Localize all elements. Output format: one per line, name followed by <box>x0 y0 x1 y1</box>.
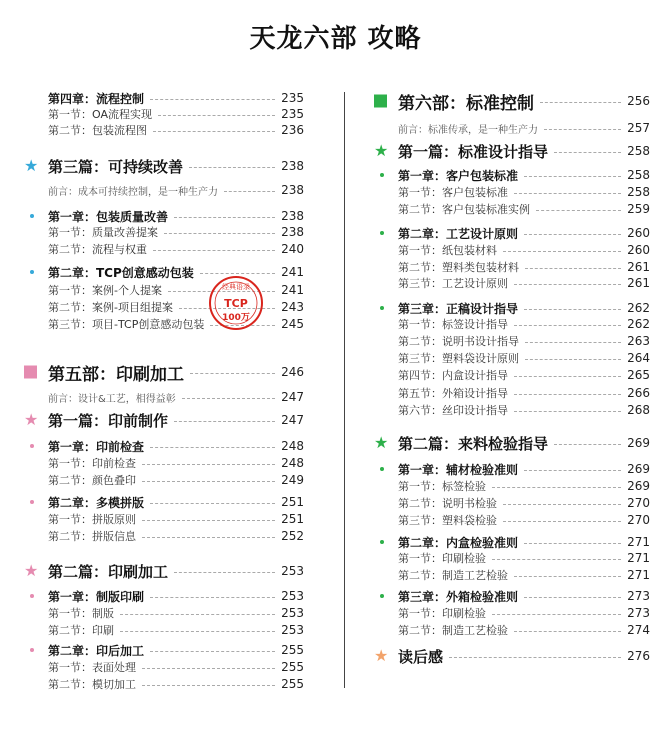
toc-entry-sec[interactable] <box>24 659 304 675</box>
toc-entry-page-number: 246 <box>281 365 304 379</box>
leader-dots <box>524 176 621 177</box>
toc-entry-page-number: 248 <box>281 439 304 453</box>
stamp-text-bottom: 100万 <box>222 313 250 323</box>
leader-dots <box>150 597 275 598</box>
leader-dots <box>150 651 275 652</box>
toc-entry-page-number: 251 <box>281 512 304 526</box>
leader-dots <box>514 284 621 285</box>
toc-entry-page-number: 271 <box>627 568 650 582</box>
toc-entry-pian[interactable] <box>374 435 650 451</box>
leader-dots <box>120 614 275 615</box>
leader-dots <box>492 487 621 488</box>
toc-entry-sec[interactable] <box>374 316 650 332</box>
toc-entry-page-number: 269 <box>627 479 650 493</box>
toc-entry-page-number: 247 <box>281 390 304 404</box>
toc-entry-page-number: 262 <box>627 317 650 331</box>
toc-entry-label: 第三节：项目-TCP创意感动包装 <box>48 318 205 331</box>
toc-entry-label: 第一节：纸包装材料 <box>398 244 497 257</box>
toc-entry-label: 第二节：拼版信息 <box>48 530 136 543</box>
toc-entry-label: 第一章：客户包装标准 <box>398 168 519 183</box>
toc-entry-sec[interactable] <box>24 528 304 544</box>
toc-entry-page-number: 259 <box>627 202 650 216</box>
toc-entry-label: 第二节：颜色叠印 <box>48 474 136 487</box>
leader-dots <box>525 359 621 360</box>
leader-dots <box>492 559 621 560</box>
toc-entry-label: 第六节：丝印设计指导 <box>398 404 508 417</box>
leader-dots <box>142 481 275 482</box>
toc-entry-page-number: 271 <box>627 535 650 549</box>
leader-dots <box>536 210 621 211</box>
leader-dots <box>142 685 275 686</box>
toc-entry-pre[interactable] <box>374 120 650 136</box>
toc-entry-page-number: 268 <box>627 403 650 417</box>
dot-bullet-icon <box>380 306 384 310</box>
toc-entry-label: 前言：标准传承，是一种生产力 <box>398 124 538 136</box>
toc-entry-page-number: 252 <box>281 529 304 543</box>
toc-entry-label: 第二节：说明书检验 <box>398 497 497 510</box>
toc-entry-label: 第一章：辅材检验准则 <box>398 462 519 477</box>
toc-entry-page-number: 270 <box>627 496 650 510</box>
toc-entry-page-number: 238 <box>281 159 304 173</box>
toc-entry-pian[interactable] <box>24 158 304 174</box>
toc-entry-label: 第一节：OA流程实现 <box>48 108 152 121</box>
toc-entry-pian[interactable] <box>374 143 650 159</box>
square-bullet-icon <box>374 95 387 108</box>
dot-bullet-icon <box>380 594 384 598</box>
dot-bullet-icon <box>380 467 384 471</box>
toc-entry-sec[interactable] <box>24 622 304 638</box>
toc-entry-sec[interactable] <box>374 242 650 258</box>
toc-entry-label: 第二章：多模拼版 <box>48 495 145 510</box>
page-title: 天龙六部 攻略 <box>249 24 422 54</box>
dot-bullet-icon <box>30 214 34 218</box>
toc-entry-page-number: 262 <box>627 301 650 315</box>
toc-entry-page-number: 256 <box>627 94 650 108</box>
toc-entry-label: 第一节：印刷检验 <box>398 607 486 620</box>
toc-entry-page-number: 236 <box>281 123 304 137</box>
leader-dots <box>153 131 275 132</box>
square-bullet-icon <box>24 366 37 379</box>
toc-entry-label: 第一节：制版 <box>48 607 114 620</box>
leader-dots <box>190 373 275 374</box>
toc-entry-page-number: 249 <box>281 473 304 487</box>
toc-entry-label: 第二节：案例-项目组提案 <box>48 301 173 314</box>
toc-entry-sec[interactable] <box>374 184 650 200</box>
star-icon: ★ <box>374 646 389 665</box>
leader-dots <box>153 250 275 251</box>
toc-entry-page-number: 266 <box>627 386 650 400</box>
toc-entry-page-number: 238 <box>281 209 304 223</box>
toc-entry-sec[interactable] <box>374 567 650 583</box>
toc-entry-page-number: 263 <box>627 334 650 348</box>
toc-entry-ch[interactable] <box>374 588 650 604</box>
toc-entry-page-number: 238 <box>281 183 304 197</box>
leader-dots <box>449 657 621 658</box>
toc-entry-page-number: 276 <box>627 649 650 663</box>
leader-dots <box>524 234 621 235</box>
toc-entry-ch[interactable] <box>24 642 304 658</box>
toc-entry-sec[interactable] <box>374 605 650 621</box>
toc-entry-label: 前言：设计&工艺，相得益彰 <box>48 393 176 405</box>
toc-entry-ch[interactable] <box>24 494 304 510</box>
leader-dots <box>174 421 275 422</box>
toc-entry-page-number: 240 <box>281 242 304 256</box>
leader-dots <box>142 537 275 538</box>
toc-entry-sec[interactable] <box>374 495 650 511</box>
leader-dots <box>525 268 621 269</box>
leader-dots <box>514 376 621 377</box>
leader-dots <box>142 464 275 465</box>
toc-entry-sec[interactable] <box>24 605 304 621</box>
toc-entry-ch[interactable] <box>374 167 650 183</box>
toc-entry-page-number: 243 <box>281 300 304 314</box>
leader-dots <box>524 543 621 544</box>
toc-entry-sec[interactable] <box>374 259 650 275</box>
toc-entry-label: 第二节：客户包装标准实例 <box>398 203 530 216</box>
toc-entry-label: 第一节：客户包装标准 <box>398 186 508 199</box>
toc-entry-sec[interactable] <box>24 511 304 527</box>
toc-entry-sec[interactable] <box>374 622 650 638</box>
toc-entry-label: 前言：成本可持续控制，是一种生产力 <box>48 186 218 198</box>
column-divider <box>344 92 345 688</box>
leader-dots <box>544 129 621 130</box>
toc-entry-sec[interactable] <box>374 333 650 349</box>
toc-entry-sec[interactable] <box>374 385 650 401</box>
leader-dots <box>503 504 621 505</box>
leader-dots <box>142 520 275 521</box>
toc-entry-page-number: 253 <box>281 564 304 578</box>
toc-entry-sec[interactable] <box>374 512 650 528</box>
toc-entry-page-number: 255 <box>281 643 304 657</box>
toc-entry-page-number: 269 <box>627 462 650 476</box>
toc-entry-page-number: 264 <box>627 351 650 365</box>
toc-entry-sec[interactable] <box>24 241 304 257</box>
stamp-text-mid: TCP <box>224 297 248 310</box>
toc-entry-sec[interactable] <box>24 472 304 488</box>
toc-entry-page-number: 269 <box>627 436 650 450</box>
leader-dots <box>514 411 621 412</box>
dot-bullet-icon <box>380 540 384 544</box>
toc-entry-label: 第二节：制造工艺检验 <box>398 624 508 637</box>
leader-dots <box>514 193 621 194</box>
toc-entry-sec[interactable] <box>374 275 650 291</box>
toc-entry-label: 第三节：塑料袋设计原则 <box>398 352 519 365</box>
toc-entry-label: 第五节：外箱设计指导 <box>398 387 508 400</box>
toc-entry-sec[interactable] <box>374 350 650 366</box>
star-icon: ★ <box>374 433 389 452</box>
toc-entry-label: 第三篇：可持续改善 <box>48 157 184 176</box>
toc-entry-part[interactable] <box>24 364 304 385</box>
toc-entry-ch[interactable] <box>374 300 650 316</box>
toc-entry-label: 第二节：模切加工 <box>48 678 136 691</box>
toc-entry-sec[interactable] <box>24 224 304 240</box>
toc-entry-page-number: 255 <box>281 660 304 674</box>
star-icon: ★ <box>24 410 39 429</box>
toc-entry-sec[interactable] <box>24 455 304 471</box>
toc-entry-pian[interactable] <box>24 563 304 579</box>
toc-entry-page-number: 253 <box>281 589 304 603</box>
toc-entry-label: 第二节：塑料类包装材料 <box>398 261 519 274</box>
toc-entry-sec[interactable] <box>374 201 650 217</box>
toc-entry-label: 读后感 <box>398 647 444 666</box>
toc-entry-label: 第一章：印前检查 <box>48 439 145 454</box>
toc-entry-sec[interactable] <box>24 122 304 138</box>
toc-entry-page-number: 271 <box>627 551 650 565</box>
toc-entry-ch[interactable] <box>24 208 304 224</box>
toc-entry-page-number: 257 <box>627 121 650 135</box>
toc-entry-label: 第二节：流程与权重 <box>48 243 147 256</box>
toc-entry-page-number: 261 <box>627 260 650 274</box>
toc-entry-label: 第五部：印刷加工 <box>48 364 184 385</box>
toc-entry-ch[interactable] <box>24 588 304 604</box>
toc-entry-page-number: 238 <box>281 225 304 239</box>
leader-dots <box>150 503 275 504</box>
toc-entry-page-number: 241 <box>281 283 304 297</box>
toc-entry-label: 第一节：标签检验 <box>398 480 486 493</box>
toc-entry-label: 第一节：印前检查 <box>48 457 136 470</box>
leader-dots <box>182 398 275 399</box>
toc-entry-label: 第二节：包装流程图 <box>48 124 147 137</box>
dot-bullet-icon <box>30 270 34 274</box>
toc-entry-page-number: 235 <box>281 91 304 105</box>
leader-dots <box>150 99 275 100</box>
toc-entry-label: 第一节：质量改善提案 <box>48 226 158 239</box>
leader-dots <box>150 447 275 448</box>
toc-entry-label: 第二节：制造工艺检验 <box>398 569 508 582</box>
toc-entry-page-number: 258 <box>627 185 650 199</box>
leader-dots <box>524 309 621 310</box>
toc-entry-label: 第二章：内盒检验准则 <box>398 535 519 550</box>
toc-entry-ch[interactable] <box>374 461 650 477</box>
toc-entry-label: 第一篇：标准设计指导 <box>398 142 549 161</box>
leader-dots <box>503 251 621 252</box>
leader-dots <box>224 191 275 192</box>
toc-entry-part[interactable] <box>374 93 650 114</box>
toc-entry-label: 第二章：TCP创意感动包装 <box>48 265 194 280</box>
toc-entry-page-number: 253 <box>281 606 304 620</box>
leader-dots <box>525 342 621 343</box>
leader-dots <box>514 631 621 632</box>
toc-entry-page-number: 245 <box>281 317 304 331</box>
toc-entry-label: 第一节：印刷检验 <box>398 552 486 565</box>
dot-bullet-icon <box>380 231 384 235</box>
toc-entry-pre[interactable] <box>24 389 304 405</box>
leader-dots <box>120 631 275 632</box>
toc-entry-sec[interactable] <box>374 550 650 566</box>
toc-entry-ch[interactable] <box>24 438 304 454</box>
toc-entry-label: 第六部：标准控制 <box>398 93 534 114</box>
toc-entry-page-number: 251 <box>281 495 304 509</box>
toc-entry-label: 第二章：工艺设计原则 <box>398 226 519 241</box>
leader-dots <box>514 394 621 395</box>
toc-entry-label: 第三章：正稿设计指导 <box>398 301 519 316</box>
toc-entry-label: 第一节：标签设计指导 <box>398 318 508 331</box>
toc-entry-label: 第一节：案例-个人提案 <box>48 284 162 297</box>
toc-entry-sec[interactable] <box>24 106 304 122</box>
stamp-seal <box>207 274 265 332</box>
leader-dots <box>524 470 621 471</box>
toc-entry-label: 第二篇：印刷加工 <box>48 562 169 581</box>
leader-dots <box>174 572 275 573</box>
leader-dots <box>158 115 275 116</box>
toc-entry-label: 第二篇：来料检验指导 <box>398 434 549 453</box>
leader-dots <box>540 102 621 103</box>
toc-entry-label: 第四章：流程控制 <box>48 91 145 106</box>
leader-dots <box>174 217 275 218</box>
star-icon: ★ <box>24 561 39 580</box>
toc-entry-page-number: 261 <box>627 276 650 290</box>
toc-entry-page-number: 273 <box>627 589 650 603</box>
toc-entry-label: 第二节：说明书设计指导 <box>398 335 519 348</box>
toc-entry-page-number: 255 <box>281 677 304 691</box>
toc-entry-page-number: 258 <box>627 168 650 182</box>
toc-entry-pian[interactable] <box>24 412 304 428</box>
leader-dots <box>503 521 621 522</box>
toc-entry-ch[interactable] <box>24 90 304 106</box>
toc-entry-label: 第一节：拼版原则 <box>48 513 136 526</box>
toc-entry-label: 第一章：包装质量改善 <box>48 209 169 224</box>
leader-dots <box>524 597 621 598</box>
toc-entry-ch[interactable] <box>374 225 650 241</box>
toc-entry-page-number: 260 <box>627 226 650 240</box>
leader-dots <box>189 167 275 168</box>
leader-dots <box>514 325 621 326</box>
star-icon: ★ <box>24 156 39 175</box>
dot-bullet-icon <box>380 173 384 177</box>
toc-entry-page-number: 247 <box>281 413 304 427</box>
toc-entry-page-number: 265 <box>627 368 650 382</box>
toc-entry-label: 第三节：工艺设计原则 <box>398 277 508 290</box>
toc-entry-page-number: 241 <box>281 265 304 279</box>
dot-bullet-icon <box>30 500 34 504</box>
leader-dots <box>492 614 621 615</box>
leader-dots <box>514 576 621 577</box>
toc-entry-pian[interactable] <box>374 648 650 664</box>
toc-entry-ch[interactable] <box>374 534 650 550</box>
leader-dots <box>554 444 621 445</box>
toc-entry-page-number: 235 <box>281 107 304 121</box>
leader-dots <box>164 233 275 234</box>
toc-entry-label: 第四节：内盒设计指导 <box>398 369 508 382</box>
toc-entry-sec[interactable] <box>374 402 650 418</box>
toc-entry-label: 第三章：外箱检验准则 <box>398 589 519 604</box>
toc-entry-sec[interactable] <box>374 478 650 494</box>
toc-entry-sec[interactable] <box>24 676 304 692</box>
toc-entry-page-number: 270 <box>627 513 650 527</box>
toc-entry-label: 第一章：制版印刷 <box>48 589 145 604</box>
toc-entry-page-number: 274 <box>627 623 650 637</box>
toc-entry-label: 第二节：印刷 <box>48 624 114 637</box>
toc-entry-page-number: 253 <box>281 623 304 637</box>
toc-entry-page-number: 248 <box>281 456 304 470</box>
stamp-text-top: 经典语录 <box>222 283 250 291</box>
toc-entry-pre[interactable] <box>24 182 304 198</box>
toc-entry-label: 第二章：印后加工 <box>48 643 145 658</box>
toc-entry-sec[interactable] <box>374 367 650 383</box>
leader-dots <box>554 152 621 153</box>
toc-entry-label: 第三节：塑料袋检验 <box>398 514 497 527</box>
dot-bullet-icon <box>30 444 34 448</box>
leader-dots <box>142 668 275 669</box>
toc-entry-page-number: 258 <box>627 144 650 158</box>
dot-bullet-icon <box>30 648 34 652</box>
toc-entry-label: 第一节：表面处理 <box>48 661 136 674</box>
toc-entry-page-number: 273 <box>627 606 650 620</box>
toc-entry-page-number: 260 <box>627 243 650 257</box>
star-icon: ★ <box>374 141 389 160</box>
toc-entry-label: 第一篇：印前制作 <box>48 411 169 430</box>
dot-bullet-icon <box>30 594 34 598</box>
